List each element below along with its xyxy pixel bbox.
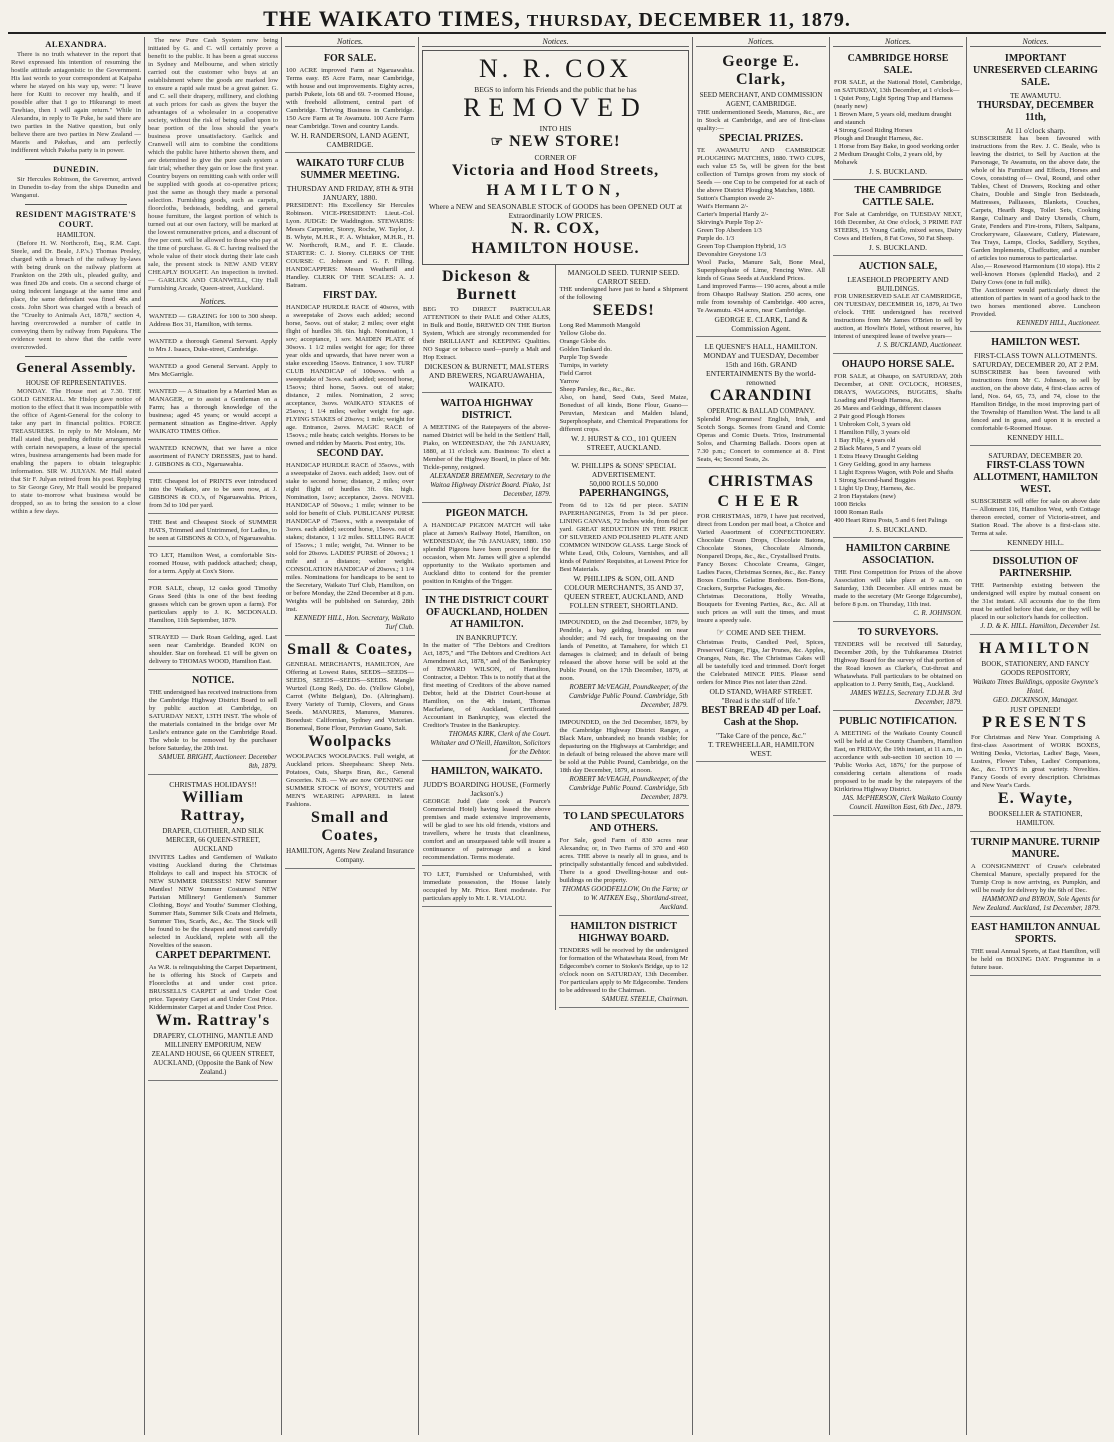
ad-signature: W. H. RANDERSON, LAND AGENT, CAMBRIDGE. [291,131,409,149]
ad-title: SEEDS! [592,302,655,319]
section-head: Notices. [422,37,689,47]
ad-title: E. Wayte, [998,790,1073,807]
article-body: The new Pure Cash System now being initiated by G. and C. will certainly prove a benefit to the public. It has been a great success in Sydney and Melbourne, and when strictly carried out the customer who buys at an establishment where the goods are marked low to ensure a rapid sale must be a great gainer. G. and C. sell their drapery, millinery, and clothing at such prices for cash as gives the buyer the advantages of a wholesaler in a cooperative society, without the risk of being called upon to bear portion of the loss should the year's business prove unsatisfactory. Garlick and Cranwell will aim to combine the conditions which the public have hitherto shown them, and are determined to give the pure cash system a fair trial; whether they gain or lose the first year. Country buyers on remitting cash with order will be supplied with goods at co-operative prices; just the same as though they made a personal selection. Furnishing goods, such as carpets, floorcloths, bedsteads, bedding, and general house furniture, the largest portion of which is turned out at our own factory, will be marked at the lowest remunerative prices, and a discount of five per cent. will be allowed to those who pay at the time of purchase. G. & C. having realised the whole value of their stock during their late cash sale, the present stock is NEW AND VERY CHEAPLY BOUGHT. An inspection is invited. — GARLICK AND CRANWELL, City Hall Furnishing Arcade, Queen-street, Auckland. [148,37,278,292]
ad-subtitle: MANGOLD SEED. TURNIP SEED. CARROT SEED. [567,268,680,286]
ad-subtitle: BOOK, STATIONERY, AND FANCY GOODS REPOSITORY, [981,660,1090,677]
article-title: ALEXANDRA. [45,39,107,49]
ad-title: THE CAMBRIDGE CATTLE SALE. [854,185,942,208]
ad-body: Splendid Programmes! English, Irish, and Scotch Songs. Scenes from Grand and Comic Operas and Comic Duets. Trios, Instrumental Solos, and Charming Ballads. Doors open at 7.30 p.m.; Concert to commence at 8. First Seats, 4s; Second Seats, 2s. [697,416,825,463]
masthead-date: DECEMBER 11, 1879. [638,9,851,31]
ad-signature: DICKESON & BURNETT, MALSTERS AND BREWERS, NGARUAWAHIA, WAIKATO. [424,362,549,389]
ad-title: N. R. COX [478,54,632,83]
ad-subtitle: OLD STAND, WHARF STREET. [709,687,813,696]
hamilton-west-ad [970,334,1101,446]
ohaupo-horse-sale-ad [833,356,963,538]
article-body: MONDAY. The House met at 7.30. THE GOLD GENERAL. Mr Hislop gave notice of motion to the effect that it was incompatible with the office of Agent-General for the colony to take any part in financial politics. FORCE TREASURERS. In reply to Mr Moleam, Mr Hall stated that, pending definite arrangements with certain newspapers, a lease of the special wires, business arrangements had been made for enabling the papers to obtain telegraphic information. SIR W. JULYAN. Mr Hall stated that Sir F. Julyan retired from his post. Replying to Sir George Grey, Mr Hall would be prepared to state to-morrow what business would be dropped, so as to bring the session to a close within a few days. [11,388,141,515]
column-6 [693,37,830,1435]
column-8 [967,37,1104,1435]
ad-body: A MEETING of the Waikato County Council will be held at the County Chambers, Hamilton East, on FRIDAY, the 19th instant, at 11 a.m., in accordance with sub-section 10 section 10 — 'Public Works Act, 1876,' for the purpose of considering certain alterations of roads proposed to be made by the ratepayers of the Kirikiriroa Highway District. [834,730,962,793]
ad-title: HAMILTON WEST. [991,337,1080,348]
ad-signature: ALEXANDER BREMNER, Secretary to the Waitoa Highway District Board. Piako, 1st December, 1879. [430,472,551,498]
article-body: (Before H. W. Northcroft, Esq., R.M. Capt. Steele, and Dr. Beale, J.P.'s.) Thomas Presley, charged with a breach of the railway by-laws with being drunk on the railway platform at Frankton on the 29th ult., pleaded guilty, and was fined 20s and costs. On a second charge of using indecent language at the same time and place, the same defendant was fined 40s and costs. John Short was charged with a breach of the "Cruelty to Animals Act, 1878," section 4, having overcrowded a number of cattle in conveying them by railway from Papakura. The evidence went to show that the cattle were overcrowded. [11,240,141,351]
christmas-cheer-ad [696,470,826,762]
pigeon-match-ad [422,505,552,590]
book-repository-ad [970,637,1101,832]
ad-title [427,133,684,151]
ad-signature: KENNEDY HILL, Hon. Secretary, Waikato Turf Club. [294,614,414,631]
ad-body: WANTED — GRAZING for 100 to 300 sheep. Address Box 31, Hamilton, with terms. [149,313,277,328]
notice-ad [148,631,278,670]
randerson-sale-ad [285,50,415,153]
ad-body: Also,— Rosewood Harmonium (10 stops). His 2 well-known Horses (splendid Hacks), and 2 Dairy Cows (one in full milk). [971,263,1100,286]
list-item: 1 Extra Heavy Draught Gelding [834,453,919,460]
column-5 [556,265,693,1010]
ad-subtitle: JUDD'S BOARDING HOUSE, (Formerly Jackson's.) [423,780,551,798]
ad-subtitle: TE AWAMUTU. [1009,91,1062,100]
ad-body: TE AWAMUTU AND CAMBRIDGE PLOUGHING MATCHES, 1880. TWO CUPS, each value £5 5s, will be given for the best collection of Turnips grown from my stock of Seeds — one Cup to be competed for at each of the above District Ploughing Matches, 1880. [697,147,825,194]
list-item: 1 Bay Filly, 4 years old [834,437,896,444]
ad-body: WANTED — A Situation by a Married Man as MANAGER, or to assist a Gentleman on a Farm; has a thorough knowledge of the business; aged 45 years; or would accept a permanent situation as Engine-driver. Apply WAIKATO TIMES Office. [149,388,277,435]
ad-signature: THOMAS KIRK, Clerk of the Court. Whitaker and O'Neill, Hamilton, Solicitors for the Debtor. [430,730,551,756]
list-item: Plough and Draught Harness, &c. [834,135,923,142]
seeds-list [560,322,689,394]
list-item: Skirving's Purple Top 2/- [697,219,763,226]
ad-subtitle: SATURDAY, DECEMBER 20. [988,451,1083,460]
ad-title: PAPERHANGINGS, [578,488,669,499]
notice-ad [148,442,278,473]
article-dunedin [11,164,141,200]
list-item: 2 Pair good Plough Horses [834,413,905,420]
impounded-ad-2 [559,716,690,806]
ad-subtitle-text: COME AND SEE THEM. [726,628,806,637]
list-item: 1 Brown Mare, 5 years old, medium draught and staunch [834,111,952,126]
ad-title: Dickeson & Burnett [441,268,532,303]
list-item: Turnips, in variety [559,362,609,369]
ad-body: THE Cheapest lot of PRINTS ever introduced into the Waikato, are to be seen now, at J. GIBBONS & CO.'s, of Ngaruawahia. Prices, from 3d to 10d per yard. [149,478,277,509]
ad-title: HAMILTON DISTRICT HIGHWAY BOARD. [570,921,677,944]
notice-bridge-ad [148,672,278,775]
ad-subtitle: GEO. DICKINSON, Manager. [993,696,1078,704]
list-item: 1 Light Up Dray, Harness, &c. [834,485,915,492]
column-7 [830,37,967,1435]
notice-ad [148,310,278,333]
impounded-ad-1 [559,616,690,714]
ad-body: STRAYED — Dark Roan Gelding, aged. Last seen near Cambridge. Branded KON on shoulder. Star on forehead. £1 will be given on delivery to THOMAS WOOD, Hamilton East. [149,634,277,665]
ad-signature: ROBERT McVEAGH, Poundkeeper, of the Cambridge Public Pound. Cambridge, 5th December, 1879. [569,683,688,709]
ad-subtitle: LEASEHOLD PROPERTY AND BUILDINGS. [847,275,949,293]
list-item: Field Carrot [559,370,592,377]
article-title: General Assembly. [16,361,136,376]
list-item: Sutton's Champion swede 2/- [697,195,775,202]
ad-subtitle: HAMILTON, Agents New Zealand Insurance Company. [286,847,414,864]
ad-body: Fancy Boxes: Chocolate Creams, Ginger, Ladies Faces, Christmas Scenes, &c., &c. Fancy Boxes Comfits. Gelatine Bonbons. Bon-Bons, Crackers, Surprise Packages, &c. [697,561,825,592]
list-item: 1 Horse from Bay Bake, in good working order [834,143,960,150]
ad-body: BEG TO DIRECT PARTICULAR ATTENTION to their PALE and Other ALES, in Bulk and Bottle, BREWED ON THE Burton System, Which are strongly recommended for their BRILLIANT and KEEPING Qualities. NO Sugar or tobacco used—purely a Malt and Hop Extract. [423,306,551,361]
ad-subtitle: LE QUESNE'S HALL, HAMILTON. MONDAY and TUESDAY, December 15th and 16th. GRAND ENTERTAINMENTS By the world-renowned [703,342,819,387]
ad-subtitle: W. PHILLIPS & SONS' SPECIAL ADVERTISEMENT. [571,461,677,479]
ad-body: WOOLPACKS WOOLPACKS. Full weight, at Auckland prices. Sheepshears: Sheep Nets. Potatoes, Oats, Sharps Bran, &c., General Groceries. N.B. — We are now OPENING our SUMMER STOCK of BOYS', YOUTH'S and MEN'S WEARING APPAREL in latest Fashions. [286,753,414,808]
auction-sale-ad [833,258,963,354]
list-item: 1 Light Express Wagon, with Pole and Shafts [834,469,954,476]
section-head: Notices. [285,37,415,47]
list-item: 1 Hamilton Filly, 3 years old [834,429,910,436]
ad-body: THE undersigned has received instructions from the Cambridge Highway District Board to sell by public auction at Cambridge, on SATURDAY NEXT, 13TH INST. The whole of the materials contained in the bridge over Mr Leslie's entrance gate on the Cambridge Road. The whole to be removed by the purchaser before Saturday, the 20th inst. [149,689,277,752]
ad-body: WANTED a thorough General Servant. Apply to Mrs J. Isaacs, Duke-street, Cambridge. [149,338,277,353]
article-subtitle: HAMILTON. [56,231,96,239]
ad-body: THE usual Annual Sports, at East Hamilton, will be held on BOXING DAY. Programme in a future issue. [971,948,1100,971]
ad-subtitle: CORNER OF [534,153,577,162]
ad-title: CAMBRIDGE HORSE SALE. [847,53,949,76]
section-head: Notices. [696,37,826,47]
phillips-ad [559,458,690,614]
notice-ad [148,516,278,547]
dickeson-burnett-ad [422,265,552,393]
ad-body: For Christmas and New Year. Comprising A first-class Assortment of WORK BOXES, Writing Desks, Victorias, Ladies' Bags, Vases, Lustres, Flower Tubes, Ladies' Companions, &c., &c. TOYS in great variety. Novelties. Fancy Goods of every description. Christmas and New Year's Cards. [971,734,1100,789]
ad-body: THE Partnership existing between the undersigned will expire by mutual consent on the 31st instant. All accounts due to the firm must be settled before that date, or they will be placed in our solicitor's hands for collection. [971,582,1100,621]
ad-title: HAMILTON, WAIKATO. [431,766,543,777]
ad-body: For Sale, good Farm of 830 acres near Alexandra; or, in Two Farms of 370 and 460 acres. THE above is nearly all in grass, and is principally substantially fenced and subdivided. There is a good Dwelling-house and out-buildings on the property. [559,837,688,884]
ad-title: PIGEON MATCH. [445,508,528,519]
notice-ad [148,549,278,580]
section-head: Notices. [833,37,963,47]
notice-ad [148,335,278,358]
article-assembly [11,361,141,516]
notice-ad [148,582,278,629]
ad-body: TO LET, Hamilton West, a comfortable Six-roomed House, with paddock attached; cheap, for a term. Apply at Cox's Store. [149,552,277,575]
ad-title: Woolpacks [308,733,392,750]
ad-body: FOR CHRISTMAS, 1879, I have just received, direct from London per mail boat, a Choice and Varied Assortment of CONFECTIONERY. Chocolate Cream Drops, Chocolate Batons, Chocolate Stones, Chocolate Almonds, Nonpareil Drops, &c., &c., Crystallised Fruits. [697,513,825,560]
article-title: RESIDENT MAGISTRATE'S COURT. [15,209,137,229]
masthead-day: THURSDAY, [526,11,633,30]
divider [25,204,127,205]
ad-signature: SAMUEL STEELE, Chairman. [601,995,688,1003]
ad-title: CHRISTMAS [708,473,814,490]
column-4 [419,265,556,1010]
ad-body: FOR SALE, at the National Hotel, Cambridge, on SATURDAY, 13th December, at 1 o'clock— [834,79,962,94]
article-body: There is no truth whatever in the report that Rewi expressed his intention of resuming the hostile attitude antagonistic to the Government. His last words to your correspondent at Kaipaha where he stayed on his way up, were: "I leave here for Kuiti to recover my health, and if possible after that I go to Hikurangi to meet Tawhiao, then I will again return." While in Alexandra, in reply to Te Puke, he said there are two parties in the Native question, but only believe there are two parties in New Zealand — Maoris and Pakehas, and am perfectly indifferent which Pakeha party is in power. [11,51,141,154]
ad-body: TO LET, Furnished or Unfurnished, with immediate possession, the House lately occupied by Mr. Price. Rent moderate. For particulars apply to Mr. I. R. VIALOU. [423,871,551,902]
ad-subtitle: Waikato Times Buildings, opposite Gwynne's Hotel. [972,678,1099,695]
ad-signature: J. S. BUCKLAND. [868,243,928,252]
list-item: Carter's Imperial Hardy 2/- [697,211,769,218]
notice-ad [148,475,278,514]
waitoa-ad [422,395,552,503]
ad-title: FIRST DAY. [322,290,378,301]
east-hamilton-sports-ad [970,919,1101,976]
ad-body: SUBSCRIBER has been favoured with instructions from Mr C. Johnson, to sell by auction, on the above date, 4 first-class acres of land, Nos. 64, 65, 73, and 74, close to the Hamilton Bridge, in the most improving part of the Township of Hamilton West. The land is all fenced and in grass, and upon it is erected a comfortable 6-Roomed House. [971,369,1100,432]
column-4-5 [419,37,693,1435]
ad-body: Land improved Farms— 190 acres, about a mile from Ohaupo Railway Station. 250 acres, one mile from township of Cambridge. 400 acres, Te Awamutu. 434 acres, near Cambridge. [697,283,825,314]
article-body: Sir Hercules Robinson, the Governor, arrived in Dunedin to-day from the ships Dunedin and Wanganui. [11,176,141,199]
ad-body: Also, on hand, Seed Oats, Seed Maize, Bonedust of all kinds, Bone Flour, Guano—Peruvian, Mexican and Malden Island, Superphosphate, and Chemical Preparations for different crops. [559,394,688,433]
ad-title: IN THE DISTRICT COURT OF AUCKLAND, HOLDEN AT HAMILTON. [425,595,549,630]
ad-subtitle: IN BANKRUPTCY. [455,633,518,642]
ad-body: HANDICAP HURDLE RACE of 40sovs, with a sweepstake of 2sovs each added; second horse, 5sovs. out of stake; 2 miles; over eight flight of hurdles 3ft. 6in. high. Nomination, 1 sov; acceptance, 1 sov. MAIDEN PLATE of 30sovs. 1 1/2 miles weight for age; for three year olds and upwards, that have never won a stake exceeding 15sovs. Entrance, 1 sov. TURF CLUB HANDICAP of 100sovs. with a sweepstake of 3sovs. each added; second horse, 15sovs; third horse, 5sovs. out of stake; distance, 2 miles. Nomination, 2 sovs; acceptance, 3sovs. WAIKATO STAKES of 25sovs; 1 1/4 miles; welter weight for age. FLYING STAKES of 20sovs; 1 mile; weight for age. Entrance, 2sovs. MAGIC RACE of 15sovs.; mile heats; catch weights. Horses to be owned and ridden by Maoris. Post entry, 10s. [286,304,414,447]
ad-body: GEORGE Judd (late cook at Pearce's Commercial Hotel) having leased the above premises and made extensive improvements, will be glad to see his old friends, visitors and travellers, where he trusts that cleanliness, comfort and an unsurpassed table will insure a continuance of patronage and a kind recommendation. Terms moderate. [423,798,551,861]
rattray-ad [148,777,278,1081]
ad-subtitle: "Bread is the staff of life." [721,696,801,705]
list-item: 4 Strong Good Riding Horses [834,127,913,134]
ad-body: WANTED a good General Servant. Apply to Mrs McGarrigle. [149,363,277,378]
town-allotment-ad [970,448,1101,551]
ad-title: WAITOA HIGHWAY DISTRICT. [440,398,534,421]
cox-ad [422,50,689,265]
list-item: Orange Globe do. [559,338,607,345]
list-item: Yarrow [559,378,579,385]
ad-subtitle: CHRISTMAS HOLIDAYS!! [169,780,257,789]
ad-signature: GEORGE E. CLARK, Land & Commission Agent. [714,315,808,333]
ad-body: SUBSCRIBER has been favoured with instructions from the Rev. J. C. Beale, who is leaving the district, to Sell by Auction at the Parsonage, Te Awamutu, on the above date, the whole of his Furniture and Effects, Horses and Cows, consisting of— Oval, Round, and other Tables, Chest of Drawers, Rocking and other Chairs, Double and Single Iron Bedsteads, Mattresses, Palliasses, Blankets, Couches, Carpets, Hearth Rugs, Toilet Sets, Cooking Range, Culinary and Dairy Utensils, Churn, Grate, Fenders and Fire-irons, Filters, Saltpans, Crockeryware, Glassware, Cutlery, Plateware, Tea Trays, Lamps, Clocks, Saddlery, Scythes, Garden Implements, Chaffcutter, and a number of articles too numerous to particularise. [971,135,1100,262]
ad-signature: C. R. JOHNSON. [913,609,962,617]
ad-signature: T. TREWHEELLAR, HAMILTON WEST. [708,740,814,758]
ad-body: IMPOUNDED, on the 3rd December, 1879, by the Cambridge Highway District Ranger, a Black Mare, unbranded; no brands visible; for depasturing on the Highways at Cambridge; and in default of being released the above mare will be sold at the Public Pound, Cambridge, on the 18th day December, 1879, at noon. [559,719,688,774]
ad-signature: W. PHILLIPS & SON, OIL AND COLOUR MERCHANTS, 35 AND 37, QUEEN STREET, AUCKLAND, AND FOLLEN STREET, SHORTLAND. [564,574,684,610]
cattle-sale-ad [833,182,963,256]
ad-body: INVITES Ladies and Gentlemen of Waikato visiting Auckland during the Christmas Holidays to call and inspect his STOCK of NEW SUMMER DRESSES! NEW Summer Mantles! NEW Summer Costumes! NEW Parisian Millinery! Gentlemen's Summer Clothing, Boys' and Youths' Summer Clothing, Summer Hats, Summer Silk Coats and Helmets, Summer Ties, Scarfs, &c., &c. The Stock will be found to be the cheapest and most carefully selected in Auckland, replete with all the Novelties of the season. [149,854,277,949]
ad-title: OHAUPO HORSE SALE. [841,359,955,370]
masthead-title: THE WAIKATO TIMES, [263,6,521,31]
ad-signature: THOMAS GOODFELLOW, On the Farm; or to W. AITKEN Esq., Shortland-street, Auckland. [561,885,688,911]
ad-subtitle: THURSDAY AND FRIDAY, 8TH & 9TH JANUARY, 1880. [286,184,414,202]
ad-body: For Sale at Cambridge, on TUESDAY NEXT, 16th December, At One o'clock, 3 PRIME FAT STEERS, 15 Young Cattle, mixed sexes, Dairy Cows and Heifers, 8 Fat Cows, 50 Fat Sheep. [834,211,962,242]
ad-title: George E. Clark, [722,53,800,88]
ad-signature: JAMES WELLS, Secretary T.D.H.B. 3rd December, 1879. [850,689,962,706]
divider [25,159,127,160]
ad-signature: ROBERT McVEAGH, Poundkeeper, of the Cambridge Public Pound. Cambridge, 5th December, 1879. [569,775,688,801]
list-item: 26 Mares and Geldings, different classes [834,405,942,412]
ad-title: Small and Coates, [311,809,389,844]
ad-subtitle: BOOKSELLER & STATIONER, HAMILTON. [988,810,1083,827]
ad-title: IMPORTANT UNRESERVED CLEARING SALE. [973,53,1098,88]
column-3 [282,37,419,1435]
ad-body: A HANDICAP PIGEON MATCH will take place at James's Railway Hotel, Hamilton, on WEDNESDAY, the 7th JANUARY, 1880. 150 splendid Pigeons have been procured for the occasion, when Mr. James will give a splendid opportunity to the Waikato sportsmen and Auckland ditto to contend for the premier position in Knights of the Trigger. [423,522,551,585]
ad-title: WAIKATO TURF CLUB SUMMER MEETING. [296,158,404,181]
turnip-list [697,195,825,259]
ad-body: A CONSIGNMENT of Cruse's celebrated Chemical Manure, specially prepared for the Turnip Crop is now arriving, ex Pumpkin, and will be ready for delivery by the 6th of Dec. [971,863,1100,894]
ad-title: PUBLIC NOTIFICATION. [839,716,957,727]
ohaupo-list [834,405,962,525]
list-item: Green Top Aberdeen 1/3 [697,227,762,234]
carbine-association-ad [833,540,963,622]
notice-ad [148,385,278,440]
column-1-news [8,37,145,1435]
ad-body: A MEETING of the Ratepayers of the above-named District will be held in the Settlers' Hall, Piako, on WEDNESDAY, the 7th JANUARY, 1880, at 11 o'clock a.m. Business: To elect a Member of the Highway Board, in place of Mr. Tickle-penny, resigned. [423,424,551,471]
ad-subtitle: BEGS to inform his Friends and the public that he has [474,85,637,94]
small-coates-ad [285,638,415,869]
ad-subtitle: 50,000 ROLLS 50,000 [589,479,659,488]
ad-subtitle: DRAPERY, CLOTHING, MANTLE AND MILLINERY EMPORIUM, NEW ZEALAND HOUSE, 66 QUEEN STREET, AUCKLAND, (Opposite the Bank of New Zealand.) [151,1032,275,1076]
ad-signature: KENNEDY HILL, Auctioneer. [1016,319,1100,327]
ad-body: Christmas Decorations, Holly Wreaths, Bouquets for Evening Parties, &c., &c. All at such prices as will suit the times, and must insure a speedy sale. [697,593,825,624]
list-item: 1 Unbroken Colt, 3 years old [834,421,911,428]
ad-title-text: NEW STORE! [509,133,621,150]
ad-title: FOR SALE. [323,53,377,64]
list-item: 1 Quiet Pony, Light Spring Trap and Harness (nearly new) [834,95,953,110]
ad-body: THE Best and Cheapest Stock of SUMMER HATS, Trimmed and Untrimmed, for Ladies, to be seen at GIBBONS & CO.'s, of Ngaruawahia. [149,519,277,542]
list-item: Long Red Mammoth Mangold [559,322,641,329]
ad-subtitle: OPERATIC & BALLAD COMPANY. [707,407,815,415]
ad-body: THE First Competition for Prizes of the above Association will take place at 9 a.m. on Saturday, 13th December. All entries must be made to the secretary (Mr George Edgecumbe), before 8 p.m. on Thursday, 11th inst. [834,569,962,608]
ad-title: FIRST-CLASS TOWN ALLOTMENT, HAMILTON WEST. [973,460,1098,495]
ad-subtitle: INTO HIS [539,124,572,133]
clearing-sale-ad [970,50,1101,332]
masthead [8,6,1106,34]
ad-title: SPECIAL PRIZES. [719,133,803,144]
list-item: Green Top Champion Hybrid, 1/3 [697,243,786,250]
ad-title: HAMILTON, [486,182,625,199]
to-let-ad [422,868,552,907]
ad-title: Small & Coates, [287,641,413,658]
ad-body: TENDERS will be received by the undersigned for formation of the Whatawhata Road, from Mr Edgecombe's corner to Stokes's Bridge, up to 12 o'clock noon on SATURDAY, 13th December. For particulars apply to Mr Edgecombe. Tenders to be addressed to the Chairman. [559,947,688,994]
carandini-ad [696,339,826,468]
cambridge-horse-sale-ad [833,50,963,180]
ad-body: From 6d to 12s 6d per piece. SATIN PAPERHANGINGS, From 1s 3d per piece. LINING CANVAS, 72 Inches wide, from 6d per yard. GREAT REDUCTION IN THE PRICE OF SILVERED AND POLISHED PLATE AND COMMON WINDOW GLASS. Large Stock of White Lead, Oils, Colours, Varnishes, and all kinds of Painters' Requisites, at Lowest Price for Best Materials. [559,502,688,573]
article-alexandra [11,39,141,155]
ad-title: PRESENTS [982,714,1089,731]
ad-subtitle: At 11 o'clock sharp. [1005,126,1066,135]
ad-subtitle: SATURDAY, DECEMBER 20, AT 2 P.M. [972,360,1099,369]
wide-split [419,265,692,1010]
ad-title: CARANDINI [709,387,813,404]
ad-title: SECOND DAY. [316,448,384,459]
ad-title: NOTICE. [192,675,234,686]
ad-title: BEST BREAD 4D per Loaf. Cash at the Shop. [701,705,821,728]
ad-body: TENDERS will be received till Saturday, December 20th, by the Tuhikaramea District Highway Board for the survey of that portion of the Road known as Clarke's, Cut-throat and Whatawhata. Full particulars to be obtained on application to J. Perry Smith, Esq., Auckland. [834,641,962,688]
ad-signature: KENNEDY HILL. [1007,433,1064,442]
list-item: 1 Strong Second-hand Buggies [834,477,916,484]
ad-subtitle: FIRST-CLASS TOWN ALLOTMENTS. [973,351,1097,360]
ad-body: In the matter of "The Debtors and Creditors Act, 1875," and "The Debtors and Creditors Act Amendment Act, 1878," and of the Bankruptcy of EDWARD WILSON, of Hamilton, Contractor, a Debtor. This is to notify that at the first meeting of Creditors of the above named Debtor, held at the District Court-house at Hamilton, on the 4th instant, Thomas Macfarlane, of Auckland, Certificated Accountant in Bankruptcy, was elected the Creditor's Trustee in the Bankruptcy. [423,642,551,729]
ad-signature: J. S. BUCKLAND, Auctioneer. [876,341,962,349]
ad-body: WANTED KNOWN, that we have a nice assortment of FANCY DRESSES, just to hand. J. GIBBONS & CO., Ngaruawahia. [149,445,277,468]
surveyors-ad [833,624,963,711]
ad-title: N. R. COX, [511,220,600,237]
list-item: 1000 Roman Rails [834,509,884,516]
ad-title: DISSOLUTION OF PARTNERSHIP. [992,556,1079,579]
ad-title: Wm. Rattray's [155,1012,271,1029]
article-subtitle: HOUSE OF REPRESENTATIVES. [25,379,127,387]
ad-body: FOR UNRESERVED SALE AT CAMBRIDGE, ON TUESDAY, DECEMBER 16, 1879, At Two o'clock. THE undersigned has received instructions from Mr James O'Brien to sell by auction, at Howlin's Hotel, without reserve, his interest of unexpired lease of twelve years— [834,293,962,340]
ad-body: SUBSCRIBER will offer for sale on above date— Allotment 116, Hamilton West, with Cottage thereon erected, corner of Victoria-street, and Station Road. The above is a first-class site. Terms at sale. [971,498,1100,537]
pointing-hand-icon: ☞ [490,135,505,150]
list-item: 400 Heart Rimu Posts, 5 and 6 feet Palings [834,517,948,524]
ad-body: Wool Packs, Manure Salt, Bone Meal, Superphosphate of Lime, Fencing Wire. All kinds of Grass Seeds at Auckland Prices. [697,259,825,282]
ad-title: Victoria and Hood Streets, [451,162,660,179]
section-head: Notices. [148,297,278,307]
ad-signature: SAMUEL BRIGHT, Auctioneer. December 8th, 1879. [158,753,277,770]
ad-body: FOR SALE, at Ohaupo, on SATURDAY, 20th December, at ONE O'CLOCK, HORSES, DRAYS, WAGGONS, BUGGIES, Shafts Loading and Plough Harness, &c. [834,373,962,404]
article-cash-system [148,37,278,293]
ad-subtitle: SEED MERCHANT, AND COMMISSION AGENT, CAMBRIDGE. [699,91,823,108]
ad-body: The Auctioneer would particularly direct the attention of parties in want of a good hack to the two horses mentioned above. Luncheon Provided. [971,287,1100,318]
article-court [11,209,141,352]
clark-ad [696,50,826,337]
list-item: Purple do. 1/3 [697,235,735,242]
ad-body: THE undersigned have just to hand a Shipment of the following [559,286,688,301]
ad-title: EAST HAMILTON ANNUAL SPORTS. [971,922,1100,945]
ad-signature: HAMMOND and BYRON, Sole Agents for New Zealand. Auckland, 1st December, 1879. [972,895,1100,912]
ad-title: William Rattray, [180,789,246,824]
list-item: Golden Tankard do. [559,346,612,353]
ad-body: HANDICAP HURDLE RACE of 35sovs., with a sweepstake of 2sovs. each added; 1sov. out of stake to second horse; distance, 2 miles; over eight flight of hurdles 3ft. 6in. high. Nomination, 1sov; acceptance, 2sovs. NOVEL HANDICAP of 50sovs.; 1 mile; winner to be sold for benefit of Club. PUBLICANS' PURSE HANDICAP of 75sovs., with a sweepstake of 3sovs. each added; second horse, 15sovs. out of stakes; distance, 1 1/2 miles. SELLING RACE of 15sovs.; 1 mile; weight, 7st. Winner to be sold for 20sovs. LADIES' PURSE of 20sovs.; 1 mile and a distance; welter weight. CONSOLATION HANDICAP of 20sovs.; 1 1/4 miles. Nominations for handicaps to be sent to the Secretary, Waikato Turf Club, Hamilton, on or before Monday, the 22nd December at 8 p.m. Weights will be published on Saturday, 28th inst. [286,462,414,613]
ad-body: GENERAL MERCHANTS, HAMILTON, Are Offering at Lowest Rates, SEEDS—SEEDS—SEEDS, SEEDS—SEEDS—SEEDS. Mangle Wurtzel (Long Red), Do. do. (Yellow Globe), Carrot (White Belgian), Do. (Altringham). Every Variety of Turnip, Clovers, and Grass Seeds. MANURES, Manures, Manures. Bonedust: Californian, Sydney and Victorian. Bonemeal, Bone Flour, Peruvian Guano, Salt. [286,661,414,732]
ad-signature: KENNEDY HILL. [1007,538,1064,547]
ad-subtitle: DRAPER, CLOTHIER, AND SILK MERCER, 66 QUEEN-STREET, AUCKLAND [162,827,264,853]
ad-title: HAMILTON CARBINE ASSOCIATION. [845,543,951,566]
list-item: Wait's Hermann 2/- [697,203,749,210]
horse-list [834,95,962,167]
public-notification-ad [833,713,963,816]
ad-body: PRESIDENT: His Excellency Sir Hercules Robinson. VICE-PRESIDENT: Lieut.-Col. Lyon. JUDGE: Dr Waddington. STEWARDS: Messrs Carpenter, Storey, Roche, W. Taylor, J. B. Whyte, M.H.R., F. A. Whitaker, M.H.R., H. W. Northcroft, R.M., and F. E. Claude. STARTER: C. J. Storey. CLERKS OF THE COURSE: C. Johnson and G. F. Filling. HANDICAPPERS: Messrs Weatherill and Handley. CLERK OF THE SCALES: A. J. Batram. [286,202,414,289]
ad-body: Where a NEW and SEASONABLE STOCK of GOODS has been OPENED OUT at Extraordinarily LOW PRICES. [428,202,683,220]
ad-title: CHEER [717,493,805,510]
list-item: 1000 Bricks [834,501,867,508]
columns [8,37,1106,1435]
turf-club-ad [285,155,415,636]
dissolution-ad [970,553,1101,635]
ad-body: Christmas Fruits, Candied Peel, Spices, Preserved Ginger, Figs, Jar Prunes, &c. Apples, Oranges, Nuts, &c. The Christmas Cakes will all be tastefully iced and trimmed. Don't forget the Celebrated MINCE PIES. Please send orders for Mince Pies not later than 22nd. [697,639,825,686]
ad-signature: J. S. BUCKLAND. [868,525,928,534]
section-head: Notices. [970,37,1101,47]
ad-signature: J. S. BUCKLAND. [868,167,928,176]
list-item: 2 Medium Draught Colts, 2 years old, by Mohawk [834,151,943,166]
notice-ad [148,360,278,383]
list-item: 1 Grey Gelding, good in any harness [834,461,931,468]
list-item: 2 Black Mares, 5 and 7 years old [834,445,921,452]
list-item: 2 Iron Haystakes (new) [834,493,896,500]
ad-body: As W.R. is relinquishing the Carpet Department, he is offering his Stock of Carpets and Floorcloths at and under cost price. BRUSSELL'S CARPET at and Under Cost price. Tapestry Carpet at and Under Cost Price. Kidderminster Carpet at and Under Cost Price. [149,964,278,1011]
judd-boarding-ad [422,763,552,866]
hamilton-highway-ad [559,918,690,1008]
ad-title: HAMILTON [979,640,1092,657]
pointing-hand-icon: ☞ [716,627,725,637]
district-court-ad [422,592,552,761]
ad-body: 100 ACRE improved Farm at Ngaruawahia. Terms easy. 85 Acre Farm, near Cambridge, with house and out improvements. Eighty acres, parish Pukete, lots 68 and 69. 7-roomed House, with freehold allotment, central part of Cambridge. Thriving Business in Cambridge. 150 Acre Farm at Te Awamutu. 100 Acre Farm near Cambridge. Town and country Lands. [286,67,414,130]
ad-title: TURNIP MANURE. TURNIP MANURE. [971,837,1100,860]
list-item: Yellow Globe do. [559,330,606,337]
ad-signature: W. J. HURST & CO., 101 QUEEN STREET, AUCKLAND. [571,434,677,452]
ad-signature: J. D. & K. HILL. Hamilton, December 1st. [980,622,1100,630]
ad-body: THE undermentioned Seeds, Manures, &c., are in Stock at Cambridge, and are of first-class quality:— [697,109,825,132]
ad-title: HAMILTON HOUSE. [471,240,640,257]
ad-title: TO SURVEYORS. [857,627,939,638]
turnip-manure-ad [970,834,1101,917]
list-item: Devonshire Greystone 1/3 [697,251,767,258]
list-item: Sheep Parsley, &c., &c., &c. [559,386,636,393]
ad-signature: JAS. McPHERSON, Clerk Waikato County Council. Hamilton East, 6th Dec., 1879. [842,794,962,811]
land-speculators-ad [559,808,690,916]
ad-subtitle [697,625,825,639]
ad-body: IMPOUNDED, on the 2nd December, 1879, by Pendrile, a bay gelding, branded on near shoulder; and 7d each, for trespassing on the lands of Penetito, at Tamahere, for which £1 damages is claimed; and in default of being released the above horse will be sold at the Public Pound, on the 17th December, 1879, at noon. [559,619,688,682]
column-2 [145,37,282,1435]
list-item: Purple Top Swede [559,354,608,361]
ad-body: FOR SALE, cheap, 12 casks good Timothy Grass Seed (this is one of the best feeding grasses which can be grown upon a farm). For particulars apply to J. K. MCDONALD. Hamilton, 11th September, 1879. [149,585,277,624]
ad-subtitle: "Take Care of the pence, &c." [716,731,806,740]
ad-title: AUCTION SALE, [858,261,938,272]
ad-title: REMOVED [463,93,648,122]
ad-title: TO LAND SPECULATORS AND OTHERS. [563,811,685,834]
hurst-seeds-ad [559,265,690,456]
divider [25,356,127,357]
ad-title: CARPET DEPARTMENT. [155,950,271,961]
article-title: DUNEDIN. [53,164,99,174]
ad-subtitle: JUST OPENED! [1010,705,1061,714]
ad-title: THURSDAY, DECEMBER 11th, [976,100,1095,123]
